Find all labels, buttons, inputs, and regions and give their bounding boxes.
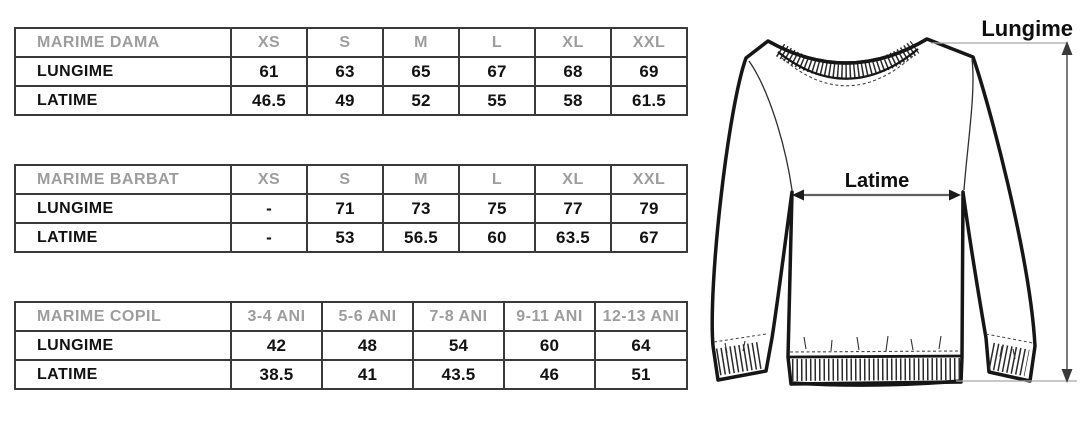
header-row [15, 28, 687, 57]
measurement-cell: 53 [307, 223, 383, 252]
size-header-cell: S [307, 28, 383, 57]
header-row [15, 165, 687, 194]
size-header-cell: XL [535, 28, 611, 57]
measurement-cell: 41 [322, 360, 413, 389]
measurement-cell: 77 [535, 194, 611, 223]
sweatshirt-illustration [700, 0, 1080, 422]
size-header-cell: M [383, 165, 459, 194]
width-row [15, 360, 687, 389]
size-header-cell: L [459, 28, 535, 57]
measurement-cell: 46.5 [231, 86, 307, 115]
measurement-cell: 69 [611, 57, 687, 86]
size-table-kids [14, 301, 688, 390]
measurement-cell: 73 [383, 194, 459, 223]
length-row [15, 331, 687, 360]
size-header-cell: XXL [611, 28, 687, 57]
row-label-cell: LATIME [15, 86, 231, 115]
row-label-cell: LATIME [15, 360, 231, 389]
measurement-cell: 60 [459, 223, 535, 252]
length-row [15, 194, 687, 223]
sweatshirt-outline [712, 39, 1035, 384]
length-row [15, 57, 687, 86]
size-header-cell: 3-4 ANI [231, 302, 322, 331]
measurement-cell: 63.5 [535, 223, 611, 252]
size-table-men [14, 164, 688, 253]
measurement-cell: 51 [595, 360, 687, 389]
length-label: Lungime [981, 16, 1073, 41]
width-row [15, 223, 687, 252]
table-title: MARIME COPIL [15, 302, 231, 331]
measurement-cell: 52 [383, 86, 459, 115]
measurement-cell: 55 [459, 86, 535, 115]
measurement-cell: - [231, 194, 307, 223]
measurement-cell: 75 [459, 194, 535, 223]
measurement-cell: 64 [595, 331, 687, 360]
measurement-cell: 48 [322, 331, 413, 360]
row-label-cell: LUNGIME [15, 194, 231, 223]
measurement-cell: - [231, 223, 307, 252]
row-label-cell: LATIME [15, 223, 231, 252]
measurement-cell: 42 [231, 331, 322, 360]
measurement-cell: 61.5 [611, 86, 687, 115]
size-header-cell: XXL [611, 165, 687, 194]
measurement-cell: 38.5 [231, 360, 322, 389]
size-header-cell: XS [231, 165, 307, 194]
hem-top-edge [788, 356, 962, 357]
size-header-cell: 5-6 ANI [322, 302, 413, 331]
measurement-cell: 61 [231, 57, 307, 86]
size-header-cell: 7-8 ANI [413, 302, 504, 331]
measurement-cell: 54 [413, 331, 504, 360]
measurement-cell: 60 [504, 331, 595, 360]
measurement-cell: 58 [535, 86, 611, 115]
size-header-cell: XL [535, 165, 611, 194]
measurement-cell: 68 [535, 57, 611, 86]
measurement-cell: 67 [459, 57, 535, 86]
measurement-cell: 65 [383, 57, 459, 86]
table-title: MARIME DAMA [15, 28, 231, 57]
measurement-cell: 49 [307, 86, 383, 115]
measurement-cell: 56.5 [383, 223, 459, 252]
measurement-cell: 46 [504, 360, 595, 389]
size-header-cell: M [383, 28, 459, 57]
size-header-cell: XS [231, 28, 307, 57]
size-header-cell: 12-13 ANI [595, 302, 687, 331]
width-label: Latime [844, 170, 910, 192]
measurement-cell: 79 [611, 194, 687, 223]
measurement-cell: 63 [307, 57, 383, 86]
row-label-cell: LUNGIME [15, 331, 231, 360]
size-table-women [14, 27, 688, 116]
size-header-cell: 9-11 ANI [504, 302, 595, 331]
measurement-cell: 43.5 [413, 360, 504, 389]
row-label-cell: LUNGIME [15, 57, 231, 86]
header-row [15, 302, 687, 331]
measurement-cell: 71 [307, 194, 383, 223]
table-title: MARIME BARBAT [15, 165, 231, 194]
size-header-cell: L [459, 165, 535, 194]
measurement-cell: 67 [611, 223, 687, 252]
width-row [15, 86, 687, 115]
size-header-cell: S [307, 165, 383, 194]
